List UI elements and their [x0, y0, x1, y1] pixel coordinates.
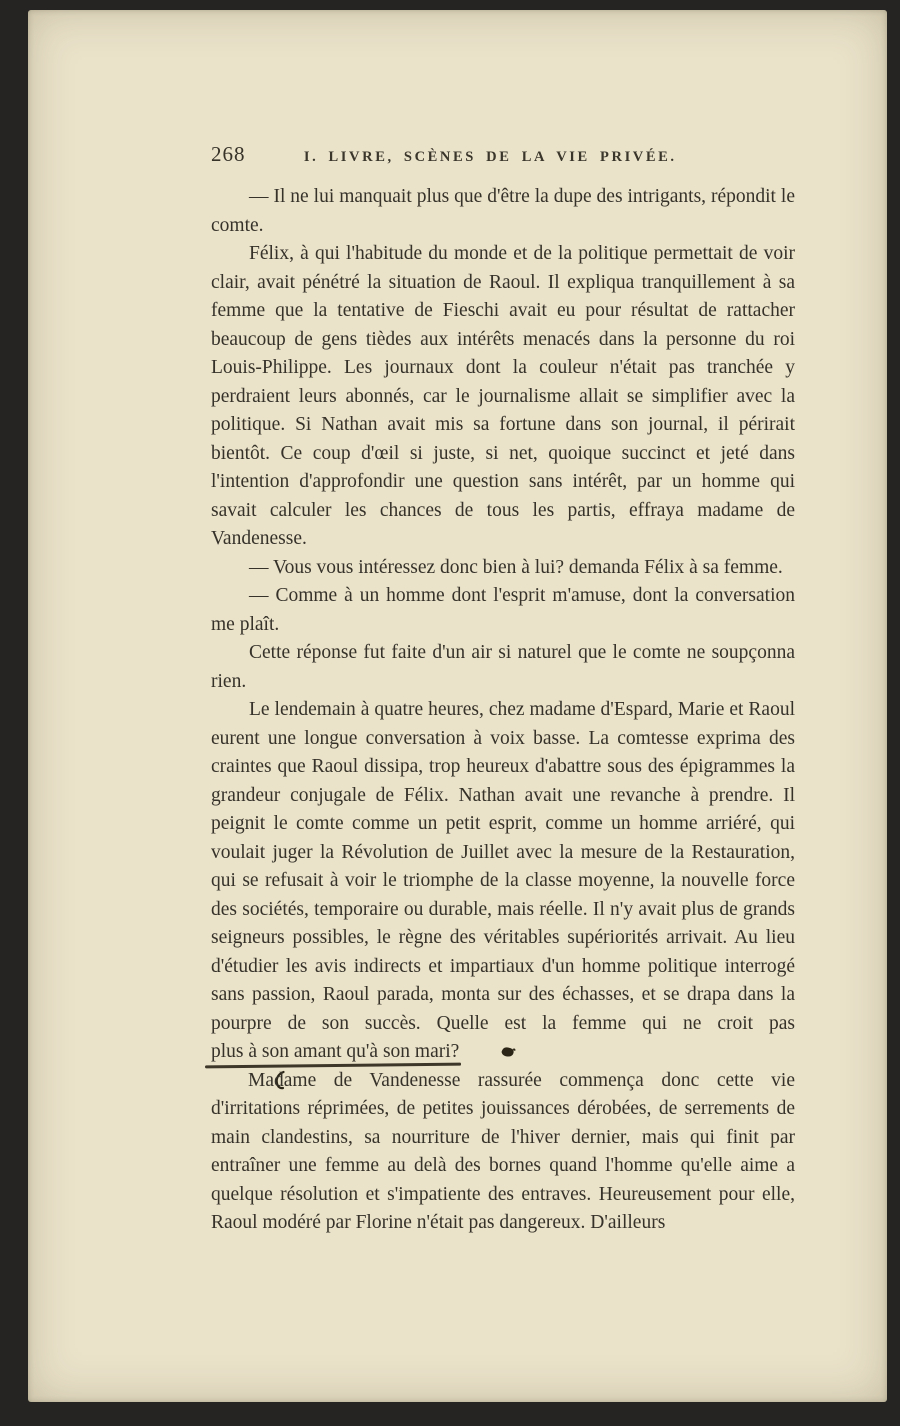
paragraph-text: — Vous vous intéressez donc bien à lui? demanda Félix à sa femme. [249, 556, 783, 578]
paragraph-7 [211, 1067, 795, 1238]
paragraph-text: — Comme à un homme dont l'esprit m'amuse, dont la conversation me plaît. [211, 585, 795, 635]
running-title: I. LIVRE, SCÈNES DE LA VIE PRIVÉE. [303, 149, 677, 165]
page-content [211, 142, 795, 1238]
pen-flourish-icon [235, 1070, 247, 1090]
paragraph-text: Félix, à qui l'habitude du monde et de la politique permettait de voir clair, avait pénétré la situation de Raoul. Il expliqua tranquillement à sa femme que la tentative de Fieschi avait eu pour résultat de rattacher beaucoup de gens tièdes aux intérêts menacés dans la personne du roi Louis-Philippe. Les journaux dont la couleur n'était pas tranchée y perdraient leurs abonnés, car le journalisme allait se simplifier avec la politique. Si Nathan avait mis sa fortune dans son journal, il périrait bientôt. Ce coup d'œil si juste, si net, quoique succinct et jeté dans l'intention d'approfondir une question sans intérêt, par un homme qui savait calculer les chances de tous les partis, effraya madame de Vandenesse. [211, 243, 795, 549]
paragraph-2 [211, 240, 795, 554]
paragraph-6 [211, 696, 795, 1067]
paragraph-4 [211, 582, 795, 639]
paragraph-1 [211, 183, 795, 240]
text-block [211, 183, 795, 1238]
page-number: 268 [211, 142, 246, 166]
paragraph-text: Madame de Vandenesse rassurée commença donc cette vie d'irritations réprimées, de petites jouissances dérobées, de serrements de main clandestins, sa nourriture de l'hiver dernier, mais qui finit par entraîner une femme au delà des bornes quand l'homme qu'elle aime a quelque résolution et s'impatiente des entraves. Heureusement pour elle, Raoul modéré par Florine n'était pas dangereux. D'ailleurs [211, 1069, 795, 1233]
paragraph-text: — Il ne lui manquait plus que d'être la dupe des intrigants, répondit le comte. [211, 186, 795, 236]
paragraph-text: Cette réponse fut faite d'un air si naturel que le comte ne soupçonna rien. [211, 642, 795, 692]
paper-page [28, 10, 887, 1402]
paragraph-5 [211, 639, 795, 696]
ink-blot-icon [462, 1040, 478, 1054]
paragraph-3 [211, 554, 795, 583]
paragraph-text: Le lendemain à quatre heures, chez madame d'Espard, Marie et Raoul eurent une longue conversation à voix basse. La comtesse exprima des craintes que Raoul dissipa, trop heureux d'abattre sous des épigrammes la grandeur conjugale de Félix. Nathan avait une revanche à prendre. Il peignit le comte comme un petit esprit, comme un homme arriéré, qui voulait juger la Révolution de Juillet avec la mesure de la Restauration, qui se refusait à voir le triomphe de la classe moyenne, la nouvelle force des sociétés, temporaire ou durable, mais réelle. Il n'y avait plus de grands seigneurs possibles, le règne des véritables supériorités arrivait. Au lieu d'étudier les avis indirects et impartiaux d'un homme politique interrogé sans passion, Raoul parada, monta sur des échasses, et se drapa dans la pourpre de son succès. Quelle est la femme qui ne croit pas [211, 699, 795, 1034]
underlined-text: plus à son amant qu'à son mari? [211, 1041, 460, 1062]
page-header [211, 142, 795, 167]
